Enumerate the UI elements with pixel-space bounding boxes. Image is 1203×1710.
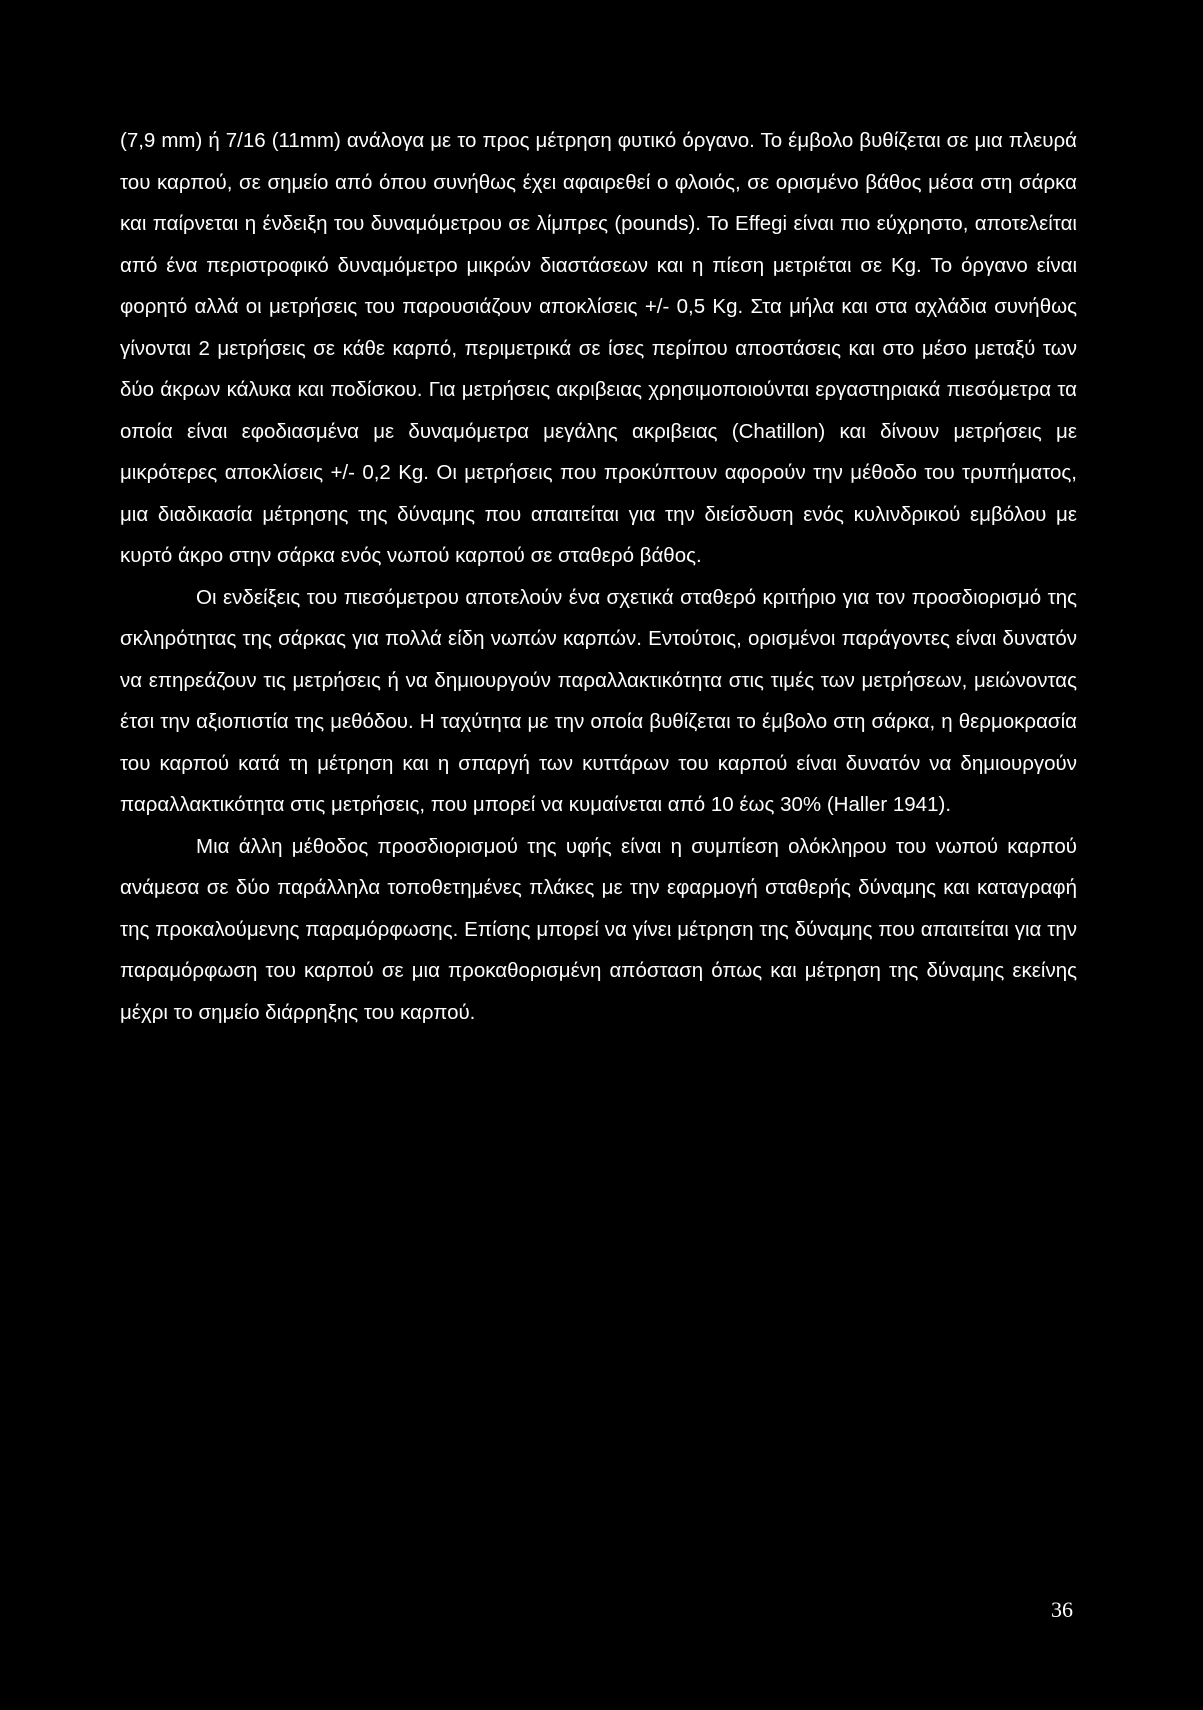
paragraph: Μια άλλη μέθοδος προσδιορισμού της υφής είναι η συμπίεση ολόκληρου του νωπού καρπού ανάμεσα σε δύο παράλληλα τοποθετημένες πλάκες με την εφαρμογή σταθερής δύναμης και καταγραφή της προκαλούμενης παραμόρφωσης. Επίσης μπορεί να γίνει μέτρηση της δύναμης που απαιτείται για την παραμόρφωση του καρπού σε μια προκαθορισμένη απόσταση όπως και μέτρηση της δύναμης εκείνης μέχρι το σημείο διάρρηξης του καρπού. [120, 834, 1077, 1024]
paragraph: Οι ενδείξεις του πιεσόμετρου αποτελούν ένα σχετικά σταθερό κριτήριο για τον προσδιορισμό της σκληρότητας της σάρκας για πολλά είδη νωπών καρπών. Εντούτοις, ορισμένοι παράγοντες είναι δυνατόν να επηρεάζουν τις μετρήσεις ή να δημιουργούν παραλλακτικότητα στις τιμές των μετρήσεων, μειώνοντας έτσι την αξιοπιστία της μεθόδου. Η ταχύτητα με την οποία βυθίζεται το έμβολο στη σάρκα, η θερμοκρασία του καρπού κατά τη μέτρηση και η σπαργή των κυττάρων του καρπού είναι δυνατόν να δημιουργούν παραλλακτικότητα στις μετρήσεις, που μπορεί να κυμαίνεται από 10 έως 30% (Haller 1941). [120, 585, 1077, 816]
paragraph: (7,9 mm) ή 7/16 (11mm) ανάλογα με το προς μέτρηση φυτικό όργανο. Το έμβολο βυθίζεται σε μια πλευρά του καρπού, σε σημείο από όπου συνήθως έχει αφαιρεθεί ο φλοιός, σε ορισμένο βάθος μέσα στη σάρκα και παίρνεται η ένδειξη του δυναμόμετρου σε λίμπρες (pounds). Το Effegi είναι πιο εύχρηστο, αποτελείται από ένα περιστροφικό δυναμόμετρο μικρών διαστάσεων και η πίεση μετριέται σε Kg. Το όργανο είναι φορητό αλλά οι μετρήσεις του παρουσιάζουν αποκλίσεις +/- 0,5 Kg. Στα μήλα και στα αχλάδια συνήθως γίνονται 2 μετρήσεις σε κάθε καρπό, περιμετρικά σε ίσες περίπου αποστάσεις και στο μέσο μεταξύ των δύο άκρων κάλυκα και ποδίσκου. Για μετρήσεις ακριβειας χρησιμοποιούνται εργαστηριακά πιεσόμετρα τα οποία είναι εφοδιασμένα με δυναμόμετρα μεγάλης ακριβειας (Chatillon) και δίνουν μετρήσεις με μικρότερες αποκλίσεις +/- 0,2 Kg. Οι μετρήσεις που προκύπτουν αφορούν την μέθοδο του τρυπήματος, μια διαδικασία μέτρησης της δύναμης που απαιτείται για την διείσδυση ενός κυλινδρικού εμβόλου με κυρτό άκρο στην σάρκα ενός νωπού καρπού σε σταθερό βάθος. [120, 129, 1077, 567]
page-number: 36 [1051, 1597, 1073, 1622]
body-text [120, 120, 1077, 1033]
